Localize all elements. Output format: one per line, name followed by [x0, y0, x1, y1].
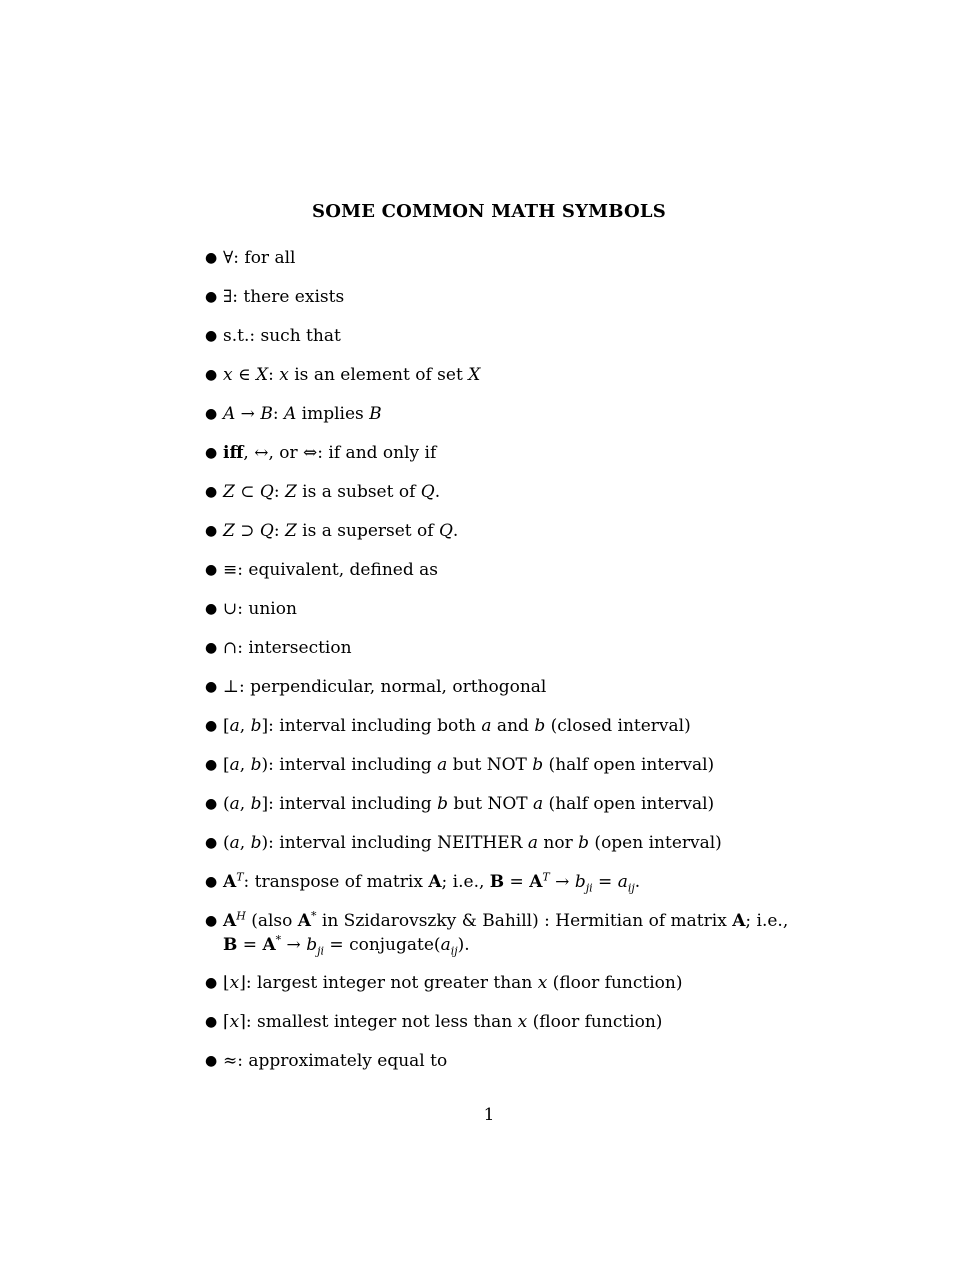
bullet: ●: [205, 1014, 218, 1030]
list-item-closed-interval: ● [a, b]: interval including both a and b (closed interval): [205, 716, 691, 736]
list-item-union: ● ∪: union: [205, 599, 297, 619]
list-item-iff: ● iff, ↔, or ⇔: if and only if: [205, 443, 437, 463]
page-number: 1: [483, 1105, 495, 1125]
bullet: ●: [205, 718, 218, 734]
bullet: ●: [205, 874, 218, 890]
bullet: ●: [205, 835, 218, 851]
bullet: ●: [205, 289, 218, 305]
list-item-exists: ● ∃: there exists: [205, 287, 345, 307]
list-item-implies: ● A → B: A implies B: [205, 404, 382, 424]
list-item-intersection: ● ∩: intersection: [205, 638, 352, 658]
bullet: ●: [205, 757, 218, 773]
list-item-open-interval: ● (a, b): interval including NEITHER a nor b (open interval): [205, 833, 722, 853]
list-item-ceiling: ● ⌈x⌉: smallest integer not less than x (floor function): [205, 1012, 663, 1032]
list-item-half-open-interval-1: ● [a, b): interval including a but NOT b (half open interval): [205, 755, 715, 775]
bullet: ●: [205, 679, 218, 695]
bullet: ●: [205, 523, 218, 539]
list-item-perpendicular: ● ⊥: perpendicular, normal, orthogonal: [205, 677, 547, 697]
list-item-transpose: ● $A^T$: transpose of matrix A; i.e., $B = A^T \to b_{ji} = a_{ij}$.: [205, 870, 641, 895]
list-item-such-that: ● s.t.: such that: [205, 326, 341, 346]
bullet: ●: [205, 562, 218, 578]
bullet: ●: [205, 445, 218, 461]
list-item-forall: ● ∀: for all: [205, 248, 296, 268]
bullet: ●: [205, 367, 218, 383]
bullet: ●: [205, 250, 218, 266]
bullet: ●: [205, 975, 218, 991]
bullet: ●: [205, 484, 218, 500]
bullet: ●: [205, 640, 218, 656]
bullet: ●: [205, 1053, 218, 1069]
page-title: SOME COMMON MATH SYMBOLS: [312, 201, 666, 222]
bullet: ●: [205, 796, 218, 812]
bullet: ●: [205, 328, 218, 344]
list-item-element-of: ● x ∈ X: x is an element of set X: [205, 365, 481, 385]
list-item-subset: ● Z ⊂ Q: Z is a subset of Q.: [205, 482, 441, 502]
list-item-hermitian: ● $A^H$ (also A* in Szidarovszky & Bahill) : Hermitian of matrix A; i.e., $B = A^* \to b_{ji}$ = $conjugate(a_{ij})$.: [205, 909, 789, 958]
list-item-approx: ● ≈: approximately equal to: [205, 1051, 448, 1071]
bullet: ●: [205, 601, 218, 617]
list-item-superset: ● Z ⊃ Q: Z is a superset of Q.: [205, 521, 459, 541]
list-item-floor: ● ⌊x⌋: largest integer not greater than x (floor function): [205, 973, 683, 993]
bullet: ●: [205, 913, 218, 929]
bullet: ●: [205, 406, 218, 422]
list-item-equivalent: ● ≡: equivalent, defined as: [205, 560, 438, 580]
list-item-half-open-interval-2: ● (a, b]: interval including b but NOT a (half open interval): [205, 794, 715, 814]
